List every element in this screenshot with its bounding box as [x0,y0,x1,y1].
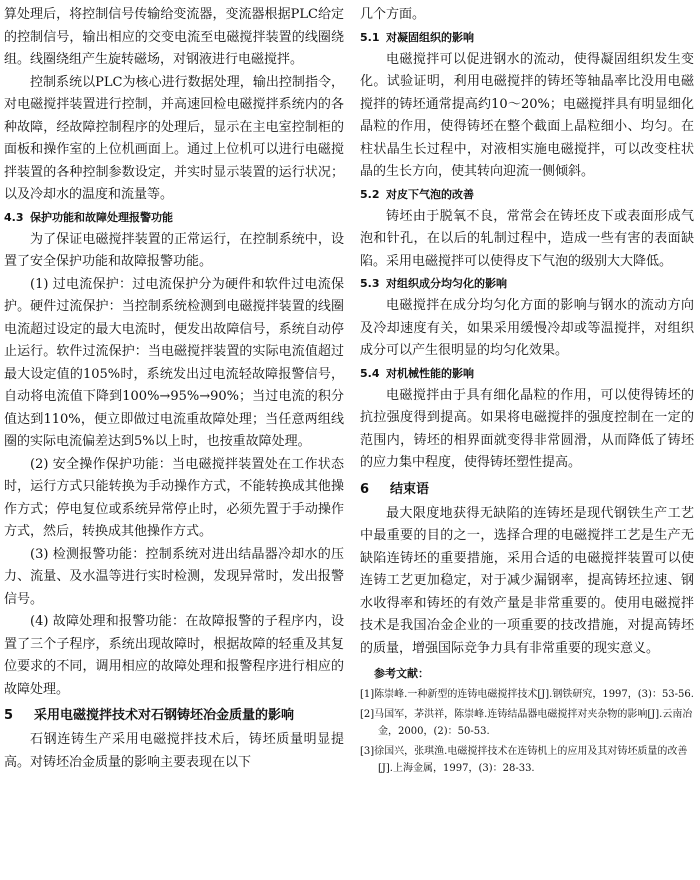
section-heading-5-4 [360,365,694,382]
section-heading-5-3 [360,275,694,292]
section-number: 5.4 [360,366,380,380]
section-number: 5.1 [360,30,380,44]
paragraph-fault-handling: (4) 故障处理和报警功能：在故障报警的子程序内，设置了三个子程序，系统出现故障时，根据故障的轻重及其复位要求的不同，调用相应的故障处理和报警程序进行相应的故障处理。 [4,614,344,697]
section-title: 保护功能和故障处理报警功能 [30,210,173,224]
section-title: 对组织成分均匀化的影响 [386,277,507,290]
section-title: 对凝固组织的影响 [386,30,474,44]
paragraph-overcurrent-protection: (1) 过电流保护：过电流保护分为硬件和软件过电流保护。硬件过流保护：当控制系统检测到电磁搅拌装置的线圈电流超过设定的最大电流时，便发出故障信号，系统自动停止运行。软件过流保护：当电磁搅拌装置的实际电流值超过最大设定值的105%时，系统发出过电流轻故障报警信号，自动将电流值下降到100%→95%→90%；当过电流的积分值达到110%，便立即做过电流重故障处理；当任意两组线圈的实际电流偏差达到5%以上时，也按重故障处理。 [4,276,344,449]
paragraph-detection-alarm: (3) 检测报警功能：控制系统对进出结晶器冷却水的压力、流量、及水温等进行实时检测，发现异常时，发出报警信号。 [4,546,344,607]
section-title: 结束语 [390,481,430,497]
section-heading-4-3 [4,209,344,226]
section-heading-6 [360,479,694,501]
paragraph-solidification: 电磁搅拌可以促进钢水的流动，使得凝固组织发生变化。试验证明，利用电磁搅拌的铸坯等轴晶率比没用电磁搅拌的铸坯通常提高约10～20%；电磁搅拌具有明显细化晶粒的作用，使得铸坯在整个截面上晶粒细小、均匀。在柱状晶生长过程中，对液相实施电磁搅拌，可以改变柱状晶的生长方向，使其转向迎流一侧倾斜。 [360,51,694,179]
section-heading-5-2 [360,186,694,203]
paragraph-conclusion: 最大限度地获得无缺陷的连铸坯是现代钢铁生产工艺中最重要的目的之一，选择合理的电磁搅拌工艺是生产无缺陷连铸坯的重要措施，采用合适的电磁搅拌装置可以使连铸工艺更加稳定，对于减少漏钢率，提高铸坯拉速、钢水收得率和铸坯的有效产量是非常重要的。使用电磁搅拌技术是我国冶金企业的一项重要的技改措施，对提高铸坯的质量，增强国际竞争力具有非常重要的现实意义。 [360,505,694,656]
section-number: 4.3 [4,210,24,224]
paragraph-homogenization: 电磁搅拌在成分均匀化方面的影响与钢水的流动方向及冷却速度有关，如果采用缓慢冷却或等温搅拌，对组织成分可以产生很明显的均匀化效果。 [360,298,694,358]
section-title: 采用电磁搅拌技术对石钢铸坯冶金质量的影响 [34,708,295,723]
section-title: 对皮下气泡的改善 [386,187,474,201]
paragraph-quality-intro: 石钢连铸生产采用电磁搅拌技术后，铸坯质量明显提高。对铸坯冶金质量的影响主要表现在以下 [4,732,344,770]
paragraph-continuation: 几个方面。 [360,7,426,22]
reference-item: [3]徐国兴，张琪渔.电磁搅拌技术在连铸机上的应用及其对铸坯质量的改善[J].上海金属，1997，(3)：28-33. [360,746,688,774]
section-number: 5.2 [360,187,380,201]
paragraph-protection-intro: 为了保证电磁搅拌装置的正常运行，在控制系统中，设置了安全保护功能和故障报警功能。 [4,231,344,269]
references-title: 参考文献： [374,667,429,680]
reference-item: [1]陈崇峰.一种新型的连铸电磁搅拌技术[J].钢铁研究，1997，(3)：53-56. [360,689,694,700]
section-title: 对机械性能的影响 [386,366,474,380]
paragraph-control-signal: 算处理后，将控制信号传输给变流器，变流器根据PLC给定的控制信号，输出相应的交变电流至电磁搅拌装置的线圈绕组。线圈绕组产生旋转磁场，对钢液进行电磁搅拌。 [4,7,344,67]
section-heading-5 [4,705,344,727]
left-column [4,4,344,774]
paragraph-control-system: 控制系统以PLC为核心进行数据处理，输出控制指令，对电磁搅拌装置进行控制，并高速回检电磁搅拌系统内的各种故障，经故障控制程序的处理后，显示在主电室控制柜的面板和操作室的上位机画面上。通过上位机可以进行电磁搅拌装置的各种控制参数设定，并实时显示装置的运行状况；以及冷却水的温度和流量等。 [4,74,344,202]
paragraph-subsurface-bubbles: 铸坯由于脱氧不良，常常会在铸坯皮下或表面形成气泡和针孔，在以后的轧制过程中，造成一些有害的表面缺陷。采用电磁搅拌可以使得皮下气泡的级别大大降低。 [360,208,694,269]
section-number: 6 [360,481,370,497]
right-column [360,4,694,780]
section-number: 5.3 [360,277,380,290]
section-heading-5-1 [360,29,694,46]
paragraph-mechanical-properties: 电磁搅拌由于具有细化晶粒的作用，可以使得铸坯的抗拉强度得到提高。如果将电磁搅拌的强度控制在一定的范围内，铸坯的相界面就变得非常圆滑，从而降低了铸坯的应力集中程度，使得铸坯塑性提高。 [360,387,694,470]
paragraph-safe-operation: (2) 安全操作保护功能：当电磁搅拌装置处在工作状态时，运行方式只能转换为手动操作方式，不能转换成其他操作方式；停电复位或系统异常停止时，必须先置于手动操作方式，然后，转换成其他操作方式。 [4,456,344,539]
reference-item: [2]马国军，茅洪祥，陈崇峰.连铸结晶器电磁搅拌对夹杂物的影响[J].云南冶金，2000，(2)：50-53. [360,709,693,737]
section-number: 5 [4,708,14,723]
